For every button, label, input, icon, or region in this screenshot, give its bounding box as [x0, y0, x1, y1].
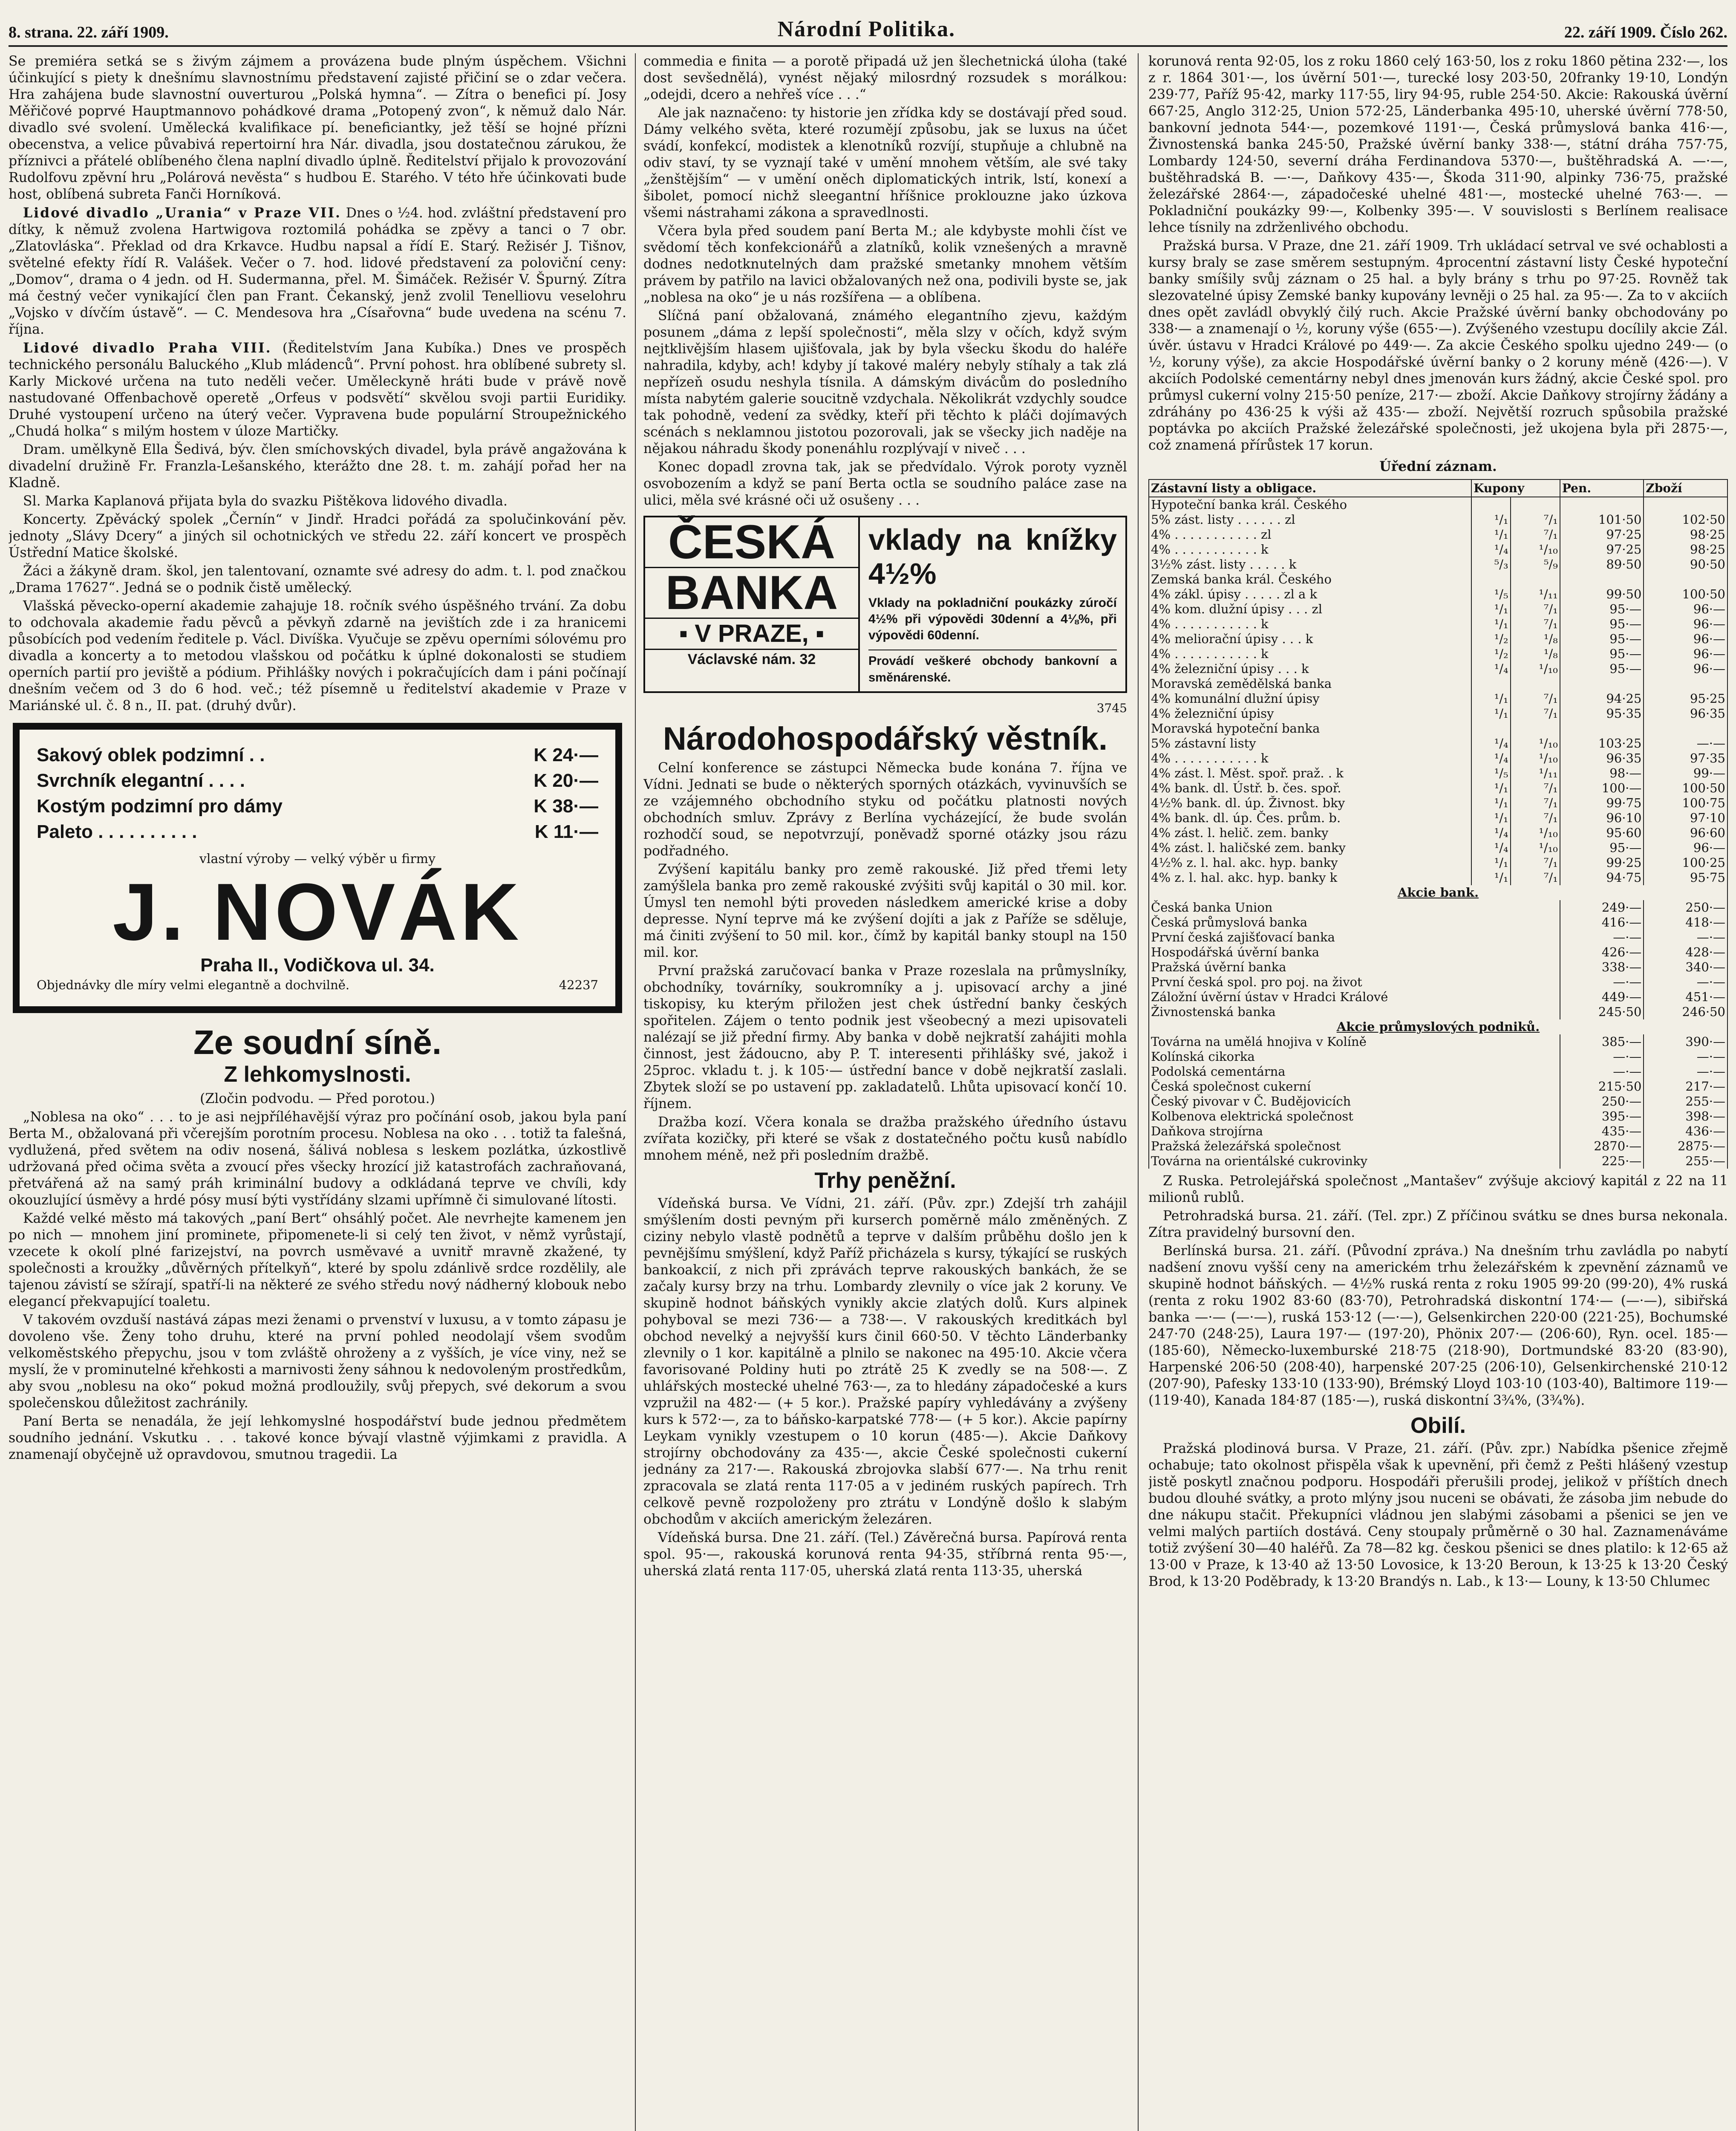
price-goods: 255·— [1644, 1094, 1727, 1109]
page-header [9, 0, 1727, 47]
security-name: 4% bank. dl. úp. Čes. prům. b. [1149, 811, 1471, 826]
coupon-1: ⁵/₃ [1471, 557, 1510, 572]
price-money: 95·— [1560, 661, 1644, 676]
price-money: 97·25 [1560, 527, 1644, 542]
price-money: 338·— [1560, 960, 1644, 975]
price-money: 100·— [1560, 781, 1644, 796]
price-goods: 340·— [1644, 960, 1727, 975]
price-money: 95·— [1560, 602, 1644, 617]
security-name: Moravská zemědělská banka [1149, 676, 1471, 691]
court-subheading: Z lehkomyslnosti. [224, 1062, 411, 1087]
ad-row-overcoat: Svrchník elegantní . . . . K 20·— [37, 770, 598, 791]
praha-viii-text: (Ředitelstvím Jana Kubíka.) Dnes ve prospěch technického personálu Baluckého „Klub mládenců“. První pohost. hra oblíbené subrety sl. Karly Mickové určena na tuto neděli večer. Uměleckyně hráti bude v právě nově nastudované Offenbachově operetě „Orfeus v podsvětí“ skvělou svoji partii Euridiky. Druhé vystoupení určeno na úterý večer. Vypravena bude populární Stroupežnického „Chudá holka“ s milým hostem v úloze Martičky. [9, 341, 626, 439]
security-name: 4% zást. l. helič. zem. banky [1149, 826, 1471, 840]
price-goods: 95·25 [1644, 691, 1727, 706]
grain-heading: Obilí. [1410, 1413, 1466, 1438]
price-goods: 418·— [1644, 915, 1727, 930]
price-goods: 96·— [1644, 647, 1727, 661]
price-money: 426·— [1560, 945, 1644, 960]
price-money: 385·— [1560, 1034, 1644, 1049]
official-record-heading: Úřední záznam. [1379, 459, 1497, 474]
coupon-1: ¹/₅ [1471, 766, 1510, 781]
security-name: 3½% zást. listy . . . . . k [1149, 557, 1471, 572]
price-money: 95·— [1560, 617, 1644, 632]
coupon-1 [1471, 497, 1510, 512]
coupon-2: ¹/₁₁ [1511, 766, 1560, 781]
price-goods [1644, 676, 1727, 691]
securities-table [1148, 479, 1728, 1169]
coupon-2: ⁷/₁ [1511, 527, 1560, 542]
company-name: Daňkova strojírna [1149, 1124, 1560, 1139]
price-money: 99·75 [1560, 796, 1644, 811]
company-name: Česká průmyslová banka [1149, 915, 1560, 930]
table-row [1149, 826, 1727, 840]
coupon-1: ¹/₁ [1471, 781, 1510, 796]
table-row [1149, 975, 1727, 990]
th-coupons: Kupony [1471, 479, 1560, 497]
coupon-1: ¹/₅ [1471, 587, 1510, 602]
bank-logo-line-2: BANKA [645, 568, 858, 619]
table-row [1149, 632, 1727, 647]
security-name: 4% . . . . . . . . . . . k [1149, 751, 1471, 766]
price-goods [1644, 572, 1727, 587]
price-money: 245·50 [1560, 1005, 1644, 1019]
price-money: 95·— [1560, 632, 1644, 647]
table-row [1149, 915, 1727, 930]
company-name: Česká banka Union [1149, 900, 1560, 915]
coupon-2: ¹/₁₀ [1511, 751, 1560, 766]
coupon-2 [1511, 676, 1560, 691]
court-paragraph-5: commedia e finita — a porotě připadá už jen šlechetnická úloha (také dost sevšednělá), vynést nějaký milosrdný rozsudek s morálkou: „odejdi, dcero a nehřeš více . . .“ [643, 54, 1127, 102]
price-goods: 255·— [1644, 1154, 1727, 1169]
company-name: Hospodářská úvěrní banka [1149, 945, 1560, 960]
column-1 [9, 53, 626, 2131]
coupon-1: ¹/₂ [1471, 632, 1510, 647]
newspaper-title: Národní Politika. [777, 17, 955, 41]
court-paragraph-9: Konec dopadl zrovna tak, jak se předvídalo. Výrok poroty vyzněl osvobozením a když se paní Berta octla se soudního paláce zase na ulici, měla své krásné oči už osušeny . . . [643, 459, 1127, 508]
table-row [1149, 676, 1727, 691]
bank-shares-section-label: Akcie bank. [1149, 885, 1727, 900]
urania-text: Dnes o ½4. hod. zvláštní představení pro dítky, k němuž zvolena Hartwigova roztomilá pohádka se zpěvy a tanci o 7 obr. „Zlatovláska“. Překlad od dra Krkavce. Hudbu napsal a řídí E. Starý. Režisér J. Tišnov, světelné efekty řídí R. Valášek. Večer o 7. hod. lidové představení za poloviční ceny: „Domov“, drama o 4 jedn. od H. Sudermanna, přel. M. Šimáček. Režisér V. Špurný. Zítra má čestný večer vynikající člen pan Frant. Čekanský, jenž zvolil Tenelliovu veselohru „Vojsko v dívčím ústavě“. — C. Mendesova hra „Císařovna“ bude uvedena na scénu 7. října. [9, 205, 626, 337]
table-row [1149, 1064, 1727, 1079]
heading-praha-viii: Lidové divadlo Praha VIII. [23, 340, 272, 356]
court-paragraph-1: „Noblesa na oko“ . . . to je asi nejpříléhavější výraz pro počínání osob, jakou byla paní Berta M., obžalovaná při včerejším porotním procesu. Noblesa na oko . . . totiž ta falešná, vydlužená, před světem na odiv nosená, šálivá noblesa s leskem pozlátka, úzkostlivě udržovaná před očima světa a zvoucí přes všecky hrozící již katastrofách zachraňovaná, přetvářená až na samý práh kriminální budovy a odkládaná teprve ve chvíli, kdy okouzlující úsměvy a hrdé pósy musí býti vystřídány slzami upřímně či simulované lítosti. [9, 1109, 626, 1208]
company-name: První česká spol. pro poj. na život [1149, 975, 1560, 990]
security-name: 4% . . . . . . . . . . . k [1149, 647, 1471, 661]
price-money: 435·— [1560, 1124, 1644, 1139]
price-goods: 102·50 [1644, 512, 1727, 527]
company-name: Kolínská cikorka [1149, 1049, 1560, 1064]
ad-footer: Objednávky dle míry velmi elegantně a dochvilně. [37, 978, 350, 992]
company-name: Kolbenova elektrická společnost [1149, 1109, 1560, 1124]
column-rule-2 [1138, 53, 1139, 2131]
price-goods: 95·75 [1644, 870, 1727, 885]
table-row [1149, 512, 1727, 527]
table-row [1149, 497, 1727, 512]
security-name: 5% zást. listy . . . . . . zl [1149, 512, 1471, 527]
berlin-bourse-paragraph: Berlínská bursa. 21. září. (Původní zpráva.) Na dnešním trhu zavládla po nabytí nadšení znovu vyšší ceny na americkém trhu železářském k zpevnění záznamů ve skupině hodnot báňských. — 4½% ruská renta z roku 1905 99·20 (99·20), 4% ruská (renta z roku 1902 83·60 (83·70), Petrohradská diskontní 174·— (—·—), sibiřská banka —·— (—·—), ruská 153·12 (—·—), Gelsenkirchen 220·00 (221·25), Bochumské 247·70 (248·25), Laura 197·— (197·20), Phönix 207·— (206·60), Ryn. ocel. 185·— (185·60), Německo-luxemburské 218·75 (218·90), Dortmundské 83·20 (83·90), Harpenské 206·50 (208·40), harpenské 207·25 (206·10), Gelsenkirchenské 210·12 (207·90), Pafesky 133·10 (133·90), Brémský Lloyd 103·10 (103·40), Baltimore 119·— (119·40), Kanada 184·87 (185·—), ruská diskontní 3¾%, (3¾%). [1148, 1243, 1728, 1408]
coupon-1: ¹/₄ [1471, 736, 1510, 751]
goat-auction-paragraph: Dražba kozí. Včera konala se dražba pražského úředního ústavu zvířata kozičky, při které se však z dostatečného počtu kusů nabídlo mnohem méně, než při posledním dražbě. [643, 1115, 1127, 1163]
industrial-shares-section-label: Akcie průmyslových podniků. [1149, 1019, 1727, 1034]
coupon-2: ⁷/₁ [1511, 706, 1560, 721]
price-goods: 98·25 [1644, 542, 1727, 557]
coupon-1 [1471, 676, 1510, 691]
price-goods: —·— [1644, 1064, 1727, 1079]
coupon-1: ¹/₁ [1471, 527, 1510, 542]
security-name: Moravská hypoteční banka [1149, 721, 1471, 736]
security-name: 4% bank. dl. Ústř. b. čes. spoř. [1149, 781, 1471, 796]
header-date-left: 8. strana. 22. září 1909. [9, 23, 169, 41]
coupon-2: ⁷/₁ [1511, 811, 1560, 826]
coupon-1: ¹/₁ [1471, 796, 1510, 811]
price-money: —·— [1560, 930, 1644, 945]
price-money: 95·35 [1560, 706, 1644, 721]
table-row [1149, 1079, 1727, 1094]
court-heading: Ze soudní síně. [193, 1023, 442, 1061]
price-money: 96·10 [1560, 811, 1644, 826]
price-goods: 96·— [1644, 661, 1727, 676]
ad-tagline: vlastní výroby — velký výběr u firmy [199, 852, 436, 866]
price-money: 249·— [1560, 900, 1644, 915]
court-paragraph-3: V takovém ovzduší nastává zápas mezi ženami o prvenství v luxusu, a v tomto zápasu je dovoleno vše. Ženy toho druhu, které na první pohled neodolají všem svodům velkoměstského přepychu, jsou v tom zvláště ohroženy a z vyšších, je více viny, než se myslí, že v prominutelné křehkosti a marnivosti ženy sáhnou k nedovoleným prostředkům, aby svou „noblesu na oko“ pokud možná prodloužily, svůj přepych, své dekorum a svou společenskou důležitost zachránily. [9, 1312, 626, 1411]
price-money: 95·— [1560, 647, 1644, 661]
price-money: 95·60 [1560, 826, 1644, 840]
table-row [1149, 1139, 1727, 1154]
th-securities: Zástavní listy a obligace. [1149, 479, 1471, 497]
coupon-1: ¹/₁ [1471, 706, 1510, 721]
price-money: 250·— [1560, 1094, 1644, 1109]
security-name: 4½% bank. dl. úp. Živnost. bky [1149, 796, 1471, 811]
table-row [1149, 1094, 1727, 1109]
coupon-2: ⁷/₁ [1511, 617, 1560, 632]
company-name: Továrna na umělá hnojiva v Kolíně [1149, 1034, 1560, 1049]
price-money: 395·— [1560, 1109, 1644, 1124]
coupon-2: ⁷/₁ [1511, 512, 1560, 527]
coupon-2 [1511, 721, 1560, 736]
company-name: První česká zajišťovací banka [1149, 930, 1560, 945]
price-goods: 96·— [1644, 632, 1727, 647]
table-row [1149, 661, 1727, 676]
price-goods: 436·— [1644, 1124, 1727, 1139]
ad-row-paletot: Paleto . . . . . . . . . . K 11·— [37, 821, 598, 842]
bank-services: Provádí veškeré obchody bankovní a směnárenské. [868, 650, 1117, 686]
price-money: 89·50 [1560, 557, 1644, 572]
price-money: 97·25 [1560, 542, 1644, 557]
sediva-paragraph: Dram. umělkyně Ella Šedivá, býv. člen smíchovských divadel, byla právě angažována k divadelní družině Fr. Franzla-Lešanského, kterážto dne 28. t. m. zahájí pořad her na Kladně. [9, 442, 626, 491]
price-goods: 97·35 [1644, 751, 1727, 766]
concerts-paragraph: Koncerty. Zpěvácký spolek „Černín“ v Jindř. Hradci pořádá za spolučinkování pěv. jednoty „Slávy Dcery“ a jiných sil ochotnických ve středu 22. září koncert ve prospěch Ústřední Matice školské. [9, 512, 626, 560]
bank-deposit-rate: vklady na knížky 4½% [868, 523, 1117, 590]
price-money: 225·— [1560, 1154, 1644, 1169]
price-money: 215·50 [1560, 1079, 1644, 1094]
price-goods: —·— [1644, 930, 1727, 945]
column-3 [1148, 53, 1728, 2131]
coupon-2: ¹/₁₀ [1511, 736, 1560, 751]
price-goods: 2875·— [1644, 1139, 1727, 1154]
table-row [1149, 930, 1727, 945]
price-goods: —·— [1644, 1049, 1727, 1064]
coupon-1: ¹/₁ [1471, 855, 1510, 870]
court-case-line: (Zločin podvodu. — Před porotou.) [200, 1091, 435, 1106]
table-row [1149, 1005, 1727, 1019]
price-goods: 100·25 [1644, 855, 1727, 870]
price-goods: 98·25 [1644, 527, 1727, 542]
price-money: 99·25 [1560, 855, 1644, 870]
security-name: Zemská banka král. Českého [1149, 572, 1471, 587]
coupon-1: ¹/₄ [1471, 751, 1510, 766]
coupon-2: ⁷/₁ [1511, 796, 1560, 811]
table-row [1149, 557, 1727, 572]
coupon-2: ¹/₁₀ [1511, 542, 1560, 557]
table-row [1149, 647, 1727, 661]
price-money: 101·50 [1560, 512, 1644, 527]
russia-paragraph: Z Ruska. Petrolejářská společnost „Mantašev“ zvýšuje akciový kapitál z 22 na 11 milionů rublů. [1148, 1173, 1728, 1205]
price-money: 96·35 [1560, 751, 1644, 766]
price-goods [1644, 721, 1727, 736]
table-row [1149, 617, 1727, 632]
coupon-2: ¹/₈ [1511, 632, 1560, 647]
coupon-1: ¹/₄ [1471, 661, 1510, 676]
bank-shares-section [1149, 885, 1727, 900]
coupon-1 [1471, 572, 1510, 587]
security-name: Hypoteční banka král. Českého [1149, 497, 1471, 512]
table-row [1149, 751, 1727, 766]
column-rule-1 [635, 53, 636, 2131]
coupon-2 [1511, 497, 1560, 512]
price-goods: 398·— [1644, 1109, 1727, 1124]
price-money: —·— [1560, 1049, 1644, 1064]
price-goods: 246·50 [1644, 1005, 1727, 1019]
bank-city: ▪ V PRAZE, ▪ [679, 620, 825, 647]
price-goods: —·— [1644, 736, 1727, 751]
table-row [1149, 587, 1727, 602]
opera-academy-paragraph: Vlašská pěvecko-operní akademie zahajuje 18. ročník svého úspěšného trvání. Za dobu to odchovala akademie řadu pěvců a pěvkyň zdarně na jevištích zde i za hranicemi působících pod vedením ředitele p. Václ. Divíška. Vyučuje se zpěvu operními sólovému pro divadla a koncerty a to metodou vlašskou od počátku k úplné dokonalosti se studiem operních partií pro jeviště a pódium. Přihlášky nových i pokračujících dam i páni počínají dnešním večem od 3 do 6 hod. več.; též písemně u ředitelství akademie v Praze v Mariánské ul. č. 8 n., II. pat. (druhý dvůr). [9, 598, 626, 713]
security-name: 4% komunální dlužní úpisy [1149, 691, 1471, 706]
table-row [1149, 840, 1727, 855]
customs-conference-paragraph: Celní konference se zástupci Německa bude konána 7. října ve Vídni. Jednati se bude o některých sporných otázkách, vyvinuvších se ze vzájemného obchodního styku od počátku platnosti nových obchodních smluv. Zprávy z Berlína vycházející, že bude svolán rozhodčí soud, se nepotvrzují, poněvadž sporné otázky jsou rázu podřadného. [643, 760, 1127, 859]
company-name: Živnostenská banka [1149, 1005, 1560, 1019]
security-name: 4% železniční úpisy [1149, 706, 1471, 721]
bank-address: Václavské nám. 32 [645, 649, 858, 669]
price-money [1560, 676, 1644, 691]
security-name: 4% železniční úpisy . . . k [1149, 661, 1471, 676]
coupon-2: ¹/₁₀ [1511, 826, 1560, 840]
company-name: Pražská úvěrní banka [1149, 960, 1560, 975]
economic-heading: Národohospodářský věstník. [663, 721, 1108, 757]
kaplanova-paragraph: Sl. Marka Kaplanová přijata byla do svazku Pištěkova lidového divadla. [23, 494, 508, 509]
table-row [1149, 691, 1727, 706]
bank-deposit-terms: Vklady na pokladniční poukázky zúročí 4½% při výpovědi 30denní a 4⅛%, při výpovědi 60denní. [868, 596, 1117, 642]
coupon-2: ⁵/₉ [1511, 557, 1560, 572]
bank-logo-line-1: ČESKÁ [645, 517, 858, 568]
table-row [1149, 766, 1727, 781]
ad-row-costume: Kostým podzimní pro dámy K 38·— [37, 796, 598, 817]
ad-brand: J. NOVÁK [112, 867, 522, 957]
price-money: 94·25 [1560, 691, 1644, 706]
coupon-1: ¹/₁ [1471, 811, 1510, 826]
vienna-rates-paragraph: korunová renta 92·05, los z roku 1860 celý 163·50, los z roku 1860 pětina 232·—, los z r. 1864 301·—, los úvěrní 501·—, turecké losy 203·50, 20franky 19·10, Londýn 239·77, Paříž 95·42, marky 117·55, liry 94·95, ruble 254·50. Akcie: Rakouská úvěrní 667·25, Anglo 312·25, Union 572·25, Länderbanka 495·10, uherské úvěrní 778·50, bankovní jednota 544·—, pozemkové 1191·—, Česká průmyslová banka 416·—, Živnostenská banka 245·50, Pražské úvěrní banky 338·—, státní dráha 757·75, Lombardy 124·50, severní dráha Ferdinandova 5370·—, buštěhradská A. —·—, buštěhradská B. —·—, Daňkovy 435·—, Škoda 311·90, alpinky 736·75, pražské železářské 2864·—, západočeské uhelné 481·—, mostecké uhelné 763·—. — Pokladniční poukázky 99·—, Kolbenky 395·—. V souvislosti s Berlínem realisace lehce tísnily na zdrženlivého obchodu. [1148, 54, 1728, 235]
coupon-2: ⁷/₁ [1511, 602, 1560, 617]
guarantee-bank-paragraph: První pražská zaručovací banka v Praze rozeslala na průmyslníky, obchodníky, továrníky, soukromníky a j. upisovací archy a jiné tiskopisy, ku kterým přiložen jest chek ústřední banky českých spořitelen. Zájem o tento podnik jest všeobecný a mezi upisovateli nalézají se již přední firmy. Aby banka v době nejkratší zahájiti mohla činnost, jest žádoucno, aby P. T. interesenti přihlášky své, jakož i 25proc. vkladu t. j. k 105·— ústřední bance v době nejkratší zaslali. Zbytek složí se po ustavení pp. zakladatelů. Lhůta upisovací končí 10. říjnem. [643, 963, 1127, 1112]
court-paragraph-7: Včera byla před soudem paní Berta M.; ale kdybyste mohli číst ve svědomí těch konfekcionářů a zlatníků, kolik vznešených a mravně dodnes nedotknutelných dam pražské smetanky mnohem větším právem by patřilo na lavici obžalovaných než ona, podivili byste se, jak „noblesa na oko“ je u nás rozšířena — a oblíbena. [643, 223, 1127, 305]
table-row [1149, 900, 1727, 915]
table-row [1149, 721, 1727, 736]
price-money [1560, 572, 1644, 587]
table-row [1149, 1124, 1727, 1139]
table-row [1149, 990, 1727, 1005]
coupon-2: ⁷/₁ [1511, 870, 1560, 885]
table-row [1149, 1034, 1727, 1049]
company-name: Záložní úvěrní ústav v Hradci Králové [1149, 990, 1560, 1005]
price-goods: 100·50 [1644, 781, 1727, 796]
price-goods: 451·— [1644, 990, 1727, 1005]
prague-bourse-paragraph: Pražská bursa. V Praze, dne 21. září 1909. Trh ukládací setrval ve své ochablosti a kursy braly se zase směrem sestupným. 4procentní zástavní listy České hypoteční banky smíšily svůj záznam o 25 hal. a byly brány s trhu po 97·25. Rovněž tak slezovatelné úpisy Zemské banky kupovány levněji o 25 hal. za 95·—. Za to v akciích dnes opět zavládl obvyklý čilý ruch. Akcie Pražské úvěrní banky obchodovány po 338·— a znamenají o ½, koruny výše (655·—). Zvýšeného vzestupu docílily akcie Zál. úvěr. ústavu v Hradci Králové po 449·—. Za akcie Českého spolku ujedno 249·— (o ½, koruny výše), za akcie Hospodářské úvěrní banky o 2 koruny méně (426·—). V akciích Podolské cementárny nebyl dnes jmenován kurs žádný, akcie České spol. pro průmysl cukerní volny 215·50 peníze, 217·— zboží. Akcie Daňkovy strojírny žádány a zdráhány po 436·25 k výši až 435·— zboží. Největší rozruch spůsobila pražské poptávka po akciích Pražské železářské společnosti, jež ukojena byla při 2875·—, což znamená přírůstek 17 korun. [1148, 238, 1728, 453]
company-name: Podolská cementárna [1149, 1064, 1560, 1079]
coupon-1: ¹/₄ [1471, 826, 1510, 840]
table-row [1149, 736, 1727, 751]
table-row [1149, 572, 1727, 587]
ad-address: Praha II., Vodičkova ul. 34. [200, 955, 435, 976]
price-money [1560, 721, 1644, 736]
petersburg-bourse-paragraph: Petrohradská bursa. 21. září. (Tel. zpr.) Z příčinou svátku se dnes bursa nekonala. Zítra pravidelný bursovní den. [1148, 1208, 1728, 1240]
coupon-1: ¹/₄ [1471, 542, 1510, 557]
table-row [1149, 960, 1727, 975]
price-goods: 96·— [1644, 840, 1727, 855]
price-money: 94·75 [1560, 870, 1644, 885]
coupon-2: ⁷/₁ [1511, 691, 1560, 706]
table-row [1149, 1049, 1727, 1064]
price-money: 2870·— [1560, 1139, 1644, 1154]
coupon-1: ¹/₁ [1471, 691, 1510, 706]
price-money [1560, 497, 1644, 512]
vienna-bourse-paragraph: Vídeňská bursa. Ve Vídni, 21. září. (Pův. zpr.) Zdejší trh zahájil smýšlením dosti pevným při kurserch poměrně málo změněných. Z ciziny nebylo vlastě podnětů a teprve v dalším průběhu došlo jen k pevnějšímu smýšlení, když Paříž přicházela s kursy, týkající se ruských bankoakcií, z nich při zprávách teprve rakouských bankách, že se začaly kursy brzy na trhu. Lombardy zlevnily o více jak 2 koruny. Ve skupině hodnot báňských vynikly akcie zlatých dolů. Kurs alpinek pohyboval se mezi 736·— a 738·—. V rakouských kreditkách byl obchod nevelký a nejvyšší kurs činil 660·50. V těchto Länderbanky zlevnily o 1 kor. kapitálně a plnilo se nakonec na 495·10. Akcie včera favorisované Poldiny huti po ztrátě 25 K zvedly se na 508·—. Z uhlářských mostecké uhelné 763·—, za to hledány západočeské a kurs vzpružil na 482·— (+ 5 kor.). Pražské papíry vyhledávány a zvýšeny kurs k 572·—, za to báňsko-karpatské 778·— (+ 5 kor.). Akcie papírny Leykam vynikly vzestupem o 10 korun (485·—). Akcie Daňkovy strojírny obchodovány za 435·—, akcie České společnosti cukerní jednány za 217·—. Rakouská zbrojovka slabší 677·—. Na trhu renit zpracovala se zlatá renta 117·05 a v jediném ruských papírech. Trh celkově pevně rozpoloženy pro ztrátu v Londýně došlo k slabým obchodům v akciích americkým železáren. [643, 1196, 1127, 1527]
company-name: Česká společnost cukerní [1149, 1079, 1560, 1094]
coupon-1: ¹/₁ [1471, 512, 1510, 527]
price-money: 103·25 [1560, 736, 1644, 751]
security-name: 4% . . . . . . . . . . . k [1149, 542, 1471, 557]
price-goods: 96·— [1644, 617, 1727, 632]
price-goods: 217·— [1644, 1079, 1727, 1094]
column-2 [643, 53, 1127, 2131]
table-row [1149, 542, 1727, 557]
vienna-bourse-closing-paragraph: Vídeňská bursa. Dne 21. září. (Tel.) Závěrečná bursa. Papírová renta spol. 95·—, rakouská korunová renta 94·35, stříbrná renta 95·—, uherská zlatá renta 117·05, uherská zlatá renta 113·35, uherská [643, 1530, 1127, 1579]
price-goods: 96·— [1644, 602, 1727, 617]
price-money: 99·50 [1560, 587, 1644, 602]
court-paragraph-2: Každé velké město má takových „paní Bert“ ohsáhlý počet. Ale nevrhejte kamenem jen po nich — mnohem jiní prominete, připomenete-li si celý ten život, v němž vyrůstají, vzecete k okolí plné farizejství, na povrch usměvavé a uvnitř mravně zkažené, ty společnosti a kroužky „důvěrných přítelkyň“, které by spolu zdánlivě srdce rozdělily, ale tajenou závistí se sžírají, spatří-li na některé ze svého středu nový nádherný klobouk nebo elegancí překvapující toaletu. [9, 1211, 626, 1309]
coupon-2: ¹/₈ [1511, 647, 1560, 661]
price-goods: 250·— [1644, 900, 1727, 915]
security-name: 4½% z. l. hal. akc. hyp. banky [1149, 855, 1471, 870]
price-goods [1644, 497, 1727, 512]
drama-schools-paragraph: Žáci a žákyně dram. škol, jen talentovaní, oznamte své adresy do adm. t. l. pod značkou „Drama 17627“. Jedná se o podnik čistě umělecký. [9, 563, 626, 595]
table-row [1149, 527, 1727, 542]
security-name: 4% . . . . . . . . . . . zl [1149, 527, 1471, 542]
table-row [1149, 602, 1727, 617]
security-name: 5% zástavní listy [1149, 736, 1471, 751]
price-goods: 100·50 [1644, 587, 1727, 602]
coupon-1: ¹/₁ [1471, 617, 1510, 632]
novak-advertisement [13, 723, 622, 1013]
th-money: Pen. [1560, 479, 1644, 497]
price-goods: 99·— [1644, 766, 1727, 781]
court-paragraph-6: Ale jak naznačeno: ty historie jen zřídka kdy se dostávají před soud. Dámy velkého světa, které rozumějí způsobu, jak se luxus na účet svádí, konfekcí, modistek a klenotníků rozvíjí, stupňuje a chlubně na odiv staví, ty se vyznají také v umění mnohem větším, ale své taky „ženštějším“ — v umění oněch diplomatických intrik, lstí, konexí a šibolet, pomocí nichž sleegantní hříšnice proklouzne jako úzkova všemi nástrahami zákona a spravedlnosti. [643, 105, 1127, 220]
company-name: Továrna na orientálské cukrovinky [1149, 1154, 1560, 1169]
coupon-1: ¹/₁ [1471, 602, 1510, 617]
coupon-1 [1471, 721, 1510, 736]
heading-urania: Lidové divadlo „Urania“ v Praze VII. [23, 205, 342, 221]
table-row [1149, 706, 1727, 721]
price-goods: 97·10 [1644, 811, 1727, 826]
price-goods: 96·60 [1644, 826, 1727, 840]
prague-produce-bourse-paragraph: Pražská plodinová bursa. V Praze, 21. září. (Pův. zpr.) Nabídka pšenice zřejmě ochabuje; tato okolnost přispěla však k upevnění, při čemž z Pešti hlášený vzestup jistě poskytl značnou podporu. Hospodáři přerušili prodej, jelikož v příštích dnech budou dlouhé svátky, a proto mlýny jsou nuceni se obávati, že zásoba jim nebude do dne nákupu stačit. Překupníci vládnou jen slabými zásobami a pšenici se jen ve velmi malých partiích dostává. Ceny stoupaly průměrně o 30 hal. Zaznamenáváme totiž zvýšení 30—40 haléřů. Za 78—82 kg. českou pšenici se dnes platilo: k 12·65 až 13·00 v Praze, k 13·40 až 13·50 Lovosice, k 13·20 Beroun, k 13·25 k 13·20 Český Brod, k 13·20 Poděbrady, k 13·20 Brandýs n. Lab., k 13·— Louny, k 13·50 Chlumec [1148, 1441, 1728, 1589]
ad-number: 42237 [559, 978, 598, 992]
coupon-1: ¹/₂ [1471, 647, 1510, 661]
table-row [1149, 945, 1727, 960]
price-money: —·— [1560, 1064, 1644, 1079]
price-money: 95·— [1560, 840, 1644, 855]
ad-row-suit: Sakový oblek podzimní . . K 24·— [37, 745, 598, 765]
table-row [1149, 781, 1727, 796]
table-row [1149, 1109, 1727, 1124]
price-money: —·— [1560, 975, 1644, 990]
coupon-2: ⁷/₁ [1511, 855, 1560, 870]
coupon-2 [1511, 572, 1560, 587]
court-paragraph-4: Paní Berta se nenadála, že její lehkomyslné hospodářství bude jednou předmětem soudního jednání. Vskutku . . . takové konce bývají vlastně výjimkami z pravidla. A znamenají obyčejně už opravdovou, smutnou tragedii. La [9, 1414, 626, 1462]
table-row [1149, 1154, 1727, 1169]
security-name: 4% zást. l. Měst. spoř. praž. . k [1149, 766, 1471, 781]
price-goods: 96·35 [1644, 706, 1727, 721]
security-name: 4% zákl. úpisy . . . . . zl a k [1149, 587, 1471, 602]
price-goods: —·— [1644, 975, 1727, 990]
price-money: 449·— [1560, 990, 1644, 1005]
security-name: 4% kom. dlužní úpisy . . . zl [1149, 602, 1471, 617]
security-name: 4% z. l. hal. akc. hyp. banky k [1149, 870, 1471, 885]
coupon-1: ¹/₁ [1471, 870, 1510, 885]
industrial-shares-section [1149, 1019, 1727, 1034]
price-goods: 390·— [1644, 1034, 1727, 1049]
capital-increase-paragraph: Zvýšení kapitálu banky pro země rakouské. Již před třemi lety zamýšlela banka pro země rakouské zvýšiti svůj kapitál o 30 mil. kor. Úmysl ten nemohl býti proveden následkem americké krise a doby depresse. Nyní teprve má ke zvýšení dojíti a jak z Paříže se sděluje, má činiti zvýšení to 50 mil. kor., čímž by kapitál banky stoupl na 150 mil. kor. [643, 862, 1127, 960]
table-row [1149, 811, 1727, 826]
money-markets-heading: Trhy peněžní. [814, 1168, 956, 1193]
company-name: Český pivovar v Č. Budějovicích [1149, 1094, 1560, 1109]
coupon-2: ¹/₁₁ [1511, 587, 1560, 602]
court-paragraph-8: Slíčná paní obžalovaná, známého elegantního zjevu, každým posunem „dáma z lepší společnosti“, měla slzy v očích, když svým nejtklivějším hlasem ujišťovala, jak by byla všecku škodu do haléře nahradila, kdyby, ach! kdyby jí takové maléry nebyly stíhaly a tak zlá nepřízeň osudu neshyla tísnila. A dámským divácům do posledního místa nabytém galerie soucitně vzdychala. Několikrát vzdychly soudce tak pohodně, vedení za svědky, kteří při těchto k pláči dojímavých scénách s neklamnou jistotou pozorovali, jak se všecky jich naděje na nějakou náhradu škody ponenáhlu rozplývají v niveč . . . [643, 308, 1127, 456]
price-goods: 428·— [1644, 945, 1727, 960]
coupon-2: ¹/₁₀ [1511, 661, 1560, 676]
price-money: 416·— [1560, 915, 1644, 930]
bank-ad-number: 3745 [1096, 701, 1127, 715]
price-money: 98·— [1560, 766, 1644, 781]
company-name: Pražská železářská společnost [1149, 1139, 1560, 1154]
table-row [1149, 870, 1727, 885]
ceska-banka-advertisement [643, 516, 1127, 693]
header-date-right: 22. září 1909. Číslo 262. [1564, 23, 1727, 41]
table-row [1149, 796, 1727, 811]
coupon-2: ¹/₁₀ [1511, 840, 1560, 855]
table-row [1149, 855, 1727, 870]
security-name: 4% zást. l. haličské zem. banky [1149, 840, 1471, 855]
security-name: 4% meliorační úpisy . . . k [1149, 632, 1471, 647]
theatre-paragraph-1: Se premiéra setká se s živým zájmem a provázena bude plným úspěchem. Všichni účinkující s piety k dnešnímu slavnostnímu představení zajisté přičiní se o zdar večera. Hra zahájena bude slavnostní ouverturou „Polská hymna“. — Zítra o benefici pí. Josy Měřičové poprvé Hauptmannovo pohádkové drama „Potopený zvon“, k němuž dalo Nár. divadlo své svolení. Umělecká kvalifikace pí. beneficiantky, jež těší se hojné přízni obecenstva, a velice půvabivá repertoirní hra Nár. divadla, jsou dostatečnou zárukou, že příznivci a přátelé oblíbeného člena naplní divadlo úplně. Ředitelství přijalo k provozování Rudolfovu zpěvní hru „Polárová nevěsta“ s hudbou E. Starého. V této hře účinkovati bude host, oblíbená subreta Fanči Horníková. [9, 54, 626, 202]
security-name: 4% . . . . . . . . . . . k [1149, 617, 1471, 632]
coupon-2: ⁷/₁ [1511, 781, 1560, 796]
coupon-1: ¹/₄ [1471, 840, 1510, 855]
price-goods: 100·75 [1644, 796, 1727, 811]
th-goods: Zboží [1644, 479, 1727, 497]
price-goods: 90·50 [1644, 557, 1727, 572]
